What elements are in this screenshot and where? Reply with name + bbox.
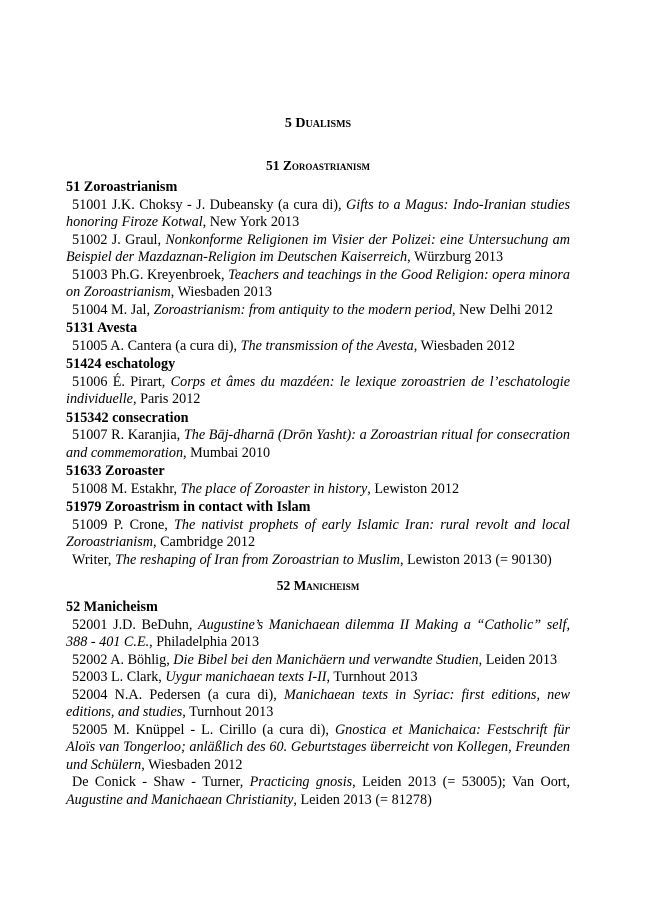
entry-title: Uygur manichaean texts I-II <box>165 669 327 685</box>
entry-author: De Conick - Shaw - Turner, <box>72 774 250 790</box>
subheading: 51633 Zoroaster <box>66 463 165 479</box>
chapter-heading <box>66 115 570 133</box>
section-number: 51 <box>266 158 280 173</box>
entry-publication: , Turnhout 2013 <box>326 669 418 685</box>
entry-author: 51007 R. Karanjia, <box>72 427 184 443</box>
entry-title: Nonkonforme Religionen im Visier der Polizei: eine Untersuchung am Beispiel der Mazdaznan-Religion im Deutschen Kaiserreich <box>66 231 570 265</box>
entry-title: Die Bibel bei den Manichäern und verwandte Studien <box>173 651 479 668</box>
entry-author: 52004 N.A. Pedersen (a cura di), <box>72 686 284 703</box>
section-number: 52 <box>276 578 291 593</box>
bibliography-entry <box>66 617 570 652</box>
entry-publication: , Leiden 2013 (= 81278) <box>293 791 432 808</box>
entry-title: The place of Zoroaster in history <box>180 480 368 497</box>
bibliography-entry <box>66 427 570 462</box>
entry-publication: , New York 2013 <box>202 214 300 230</box>
bibliography-entry <box>66 374 570 409</box>
bibliography-entry <box>66 669 570 687</box>
entry-title: The reshaping of Iran from Zoroastrian to Muslim <box>114 551 400 568</box>
entry-author: 51005 A. Cantera (a cura di), <box>72 337 241 354</box>
entry-author: 51004 M. Jal, <box>72 301 154 318</box>
section-title: Zoroastrianism <box>282 158 370 173</box>
chapter-number: 5 <box>284 116 292 131</box>
subheading: 51424 eschatology <box>66 356 176 372</box>
section-title: Manicheism <box>293 578 360 593</box>
entry-publication: , Wiesbaden 2012 <box>413 337 515 354</box>
entry-author: 51006 É. Pirart, <box>72 373 171 390</box>
entry-publication: , Wiesbaden 2012 <box>141 756 243 773</box>
chapter-title: Dualisms <box>295 116 352 131</box>
entry-title: Corps et âmes du mazdéen: le lexique zoroastrien de l’eschatologie individuelle <box>66 373 570 407</box>
entry-publication: , Leiden 2013 (= 53005); Van Oort, <box>352 774 571 790</box>
entry-publication: , Würzburg 2013 <box>407 249 504 265</box>
entry-author: 52002 A. Böhlig, <box>72 651 174 668</box>
entry-publication: , Turnhout 2013 <box>182 704 274 720</box>
bibliography-entry <box>66 197 570 232</box>
entry-publication: , Philadelphia 2013 <box>149 634 260 650</box>
entry-title: Manichaean texts in Syriac: first editions, new editions, and studies <box>66 686 570 720</box>
section-heading <box>66 157 570 174</box>
entry-publication: , Leiden 2013 <box>478 651 558 668</box>
entry-title: Zoroastrianism: from antiquity to the modern period <box>153 301 453 318</box>
bibliography-entry <box>66 774 570 809</box>
entry-author: 52003 L. Clark, <box>72 669 166 685</box>
entry-author: 51002 J. Graul, <box>72 231 166 248</box>
entry-publication: , Wiesbaden 2013 <box>170 284 272 300</box>
subheading: 5131 Avesta <box>66 320 138 336</box>
entry-title: Augustine’s Manichaean dilemma II Making a “Catholic” self, 388 - 401 C.E. <box>66 616 570 650</box>
entry-title: The nativist prophets of early Islamic Iran: rural revolt and local Zoroastrianism <box>66 516 570 550</box>
section-heading <box>66 577 570 594</box>
entry-publication: , Lewiston 2013 (= 90130) <box>399 551 552 568</box>
entry-author: 51001 J.K. Choksy - J. Dubeansky (a cura di), <box>72 196 347 213</box>
bibliography-entry <box>66 552 570 570</box>
entry-publication: , Cambridge 2012 <box>153 534 256 550</box>
entry-publication: , Paris 2012 <box>132 391 201 407</box>
entry-author: 52005 M. Knüppel - L. Cirillo (a cura di), <box>72 721 335 738</box>
entry-author: Writer, <box>72 551 115 568</box>
bibliography-entry <box>66 652 570 670</box>
entry-author: 51003 Ph.G. Kreyenbroek, <box>72 266 229 283</box>
entry-title: Gifts to a Magus: Indo-Iranian studies honoring Firoze Kotwal <box>66 196 570 230</box>
entry-title: Teachers and teachings in the Good Religion: opera minora on Zoroastrianism <box>66 266 570 300</box>
entry-title: Practicing gnosis <box>249 774 353 790</box>
entry-author: 51008 M. Estakhr, <box>72 480 181 497</box>
bibliography-entry <box>66 302 570 320</box>
subheading: 51979 Zoroastrism in contact with Islam <box>66 499 311 515</box>
bibliography-entry <box>66 267 570 302</box>
subheading: 515342 consecration <box>66 409 189 426</box>
entry-publication: , New Delhi 2012 <box>452 301 553 318</box>
entry-title: The Bāj-dharnā (Drōn Yasht): a Zoroastrian ritual for consecration and commemoration <box>66 427 570 461</box>
entry-publication: , Lewiston 2012 <box>367 480 460 497</box>
bibliography-content <box>66 157 570 809</box>
bibliography-entry <box>66 232 570 267</box>
bibliography-entry <box>66 338 570 356</box>
entry-publication: , Mumbai 2010 <box>183 444 271 461</box>
entry-author: 52001 J.D. BeDuhn, <box>72 616 198 633</box>
bibliography-entry <box>66 517 570 552</box>
entry-title: Gnostica et Manichaica: Festschrift für Aloïs van Tongerloo; anläßlich des 60. Geburtstages überreicht von Kollegen, Freunden und Schülern <box>66 721 571 773</box>
bibliography-entry <box>66 687 570 722</box>
entry-title: The transmission of the Avesta <box>240 337 414 354</box>
subheading: 52 Manicheism <box>66 599 158 615</box>
subheading: 51 Zoroastrianism <box>66 179 178 195</box>
bibliography-entry <box>66 481 570 499</box>
bibliography-entry <box>66 722 570 775</box>
entry-title: Augustine and Manichaean Christianity <box>66 791 294 808</box>
entry-author: 51009 P. Crone, <box>72 516 174 533</box>
